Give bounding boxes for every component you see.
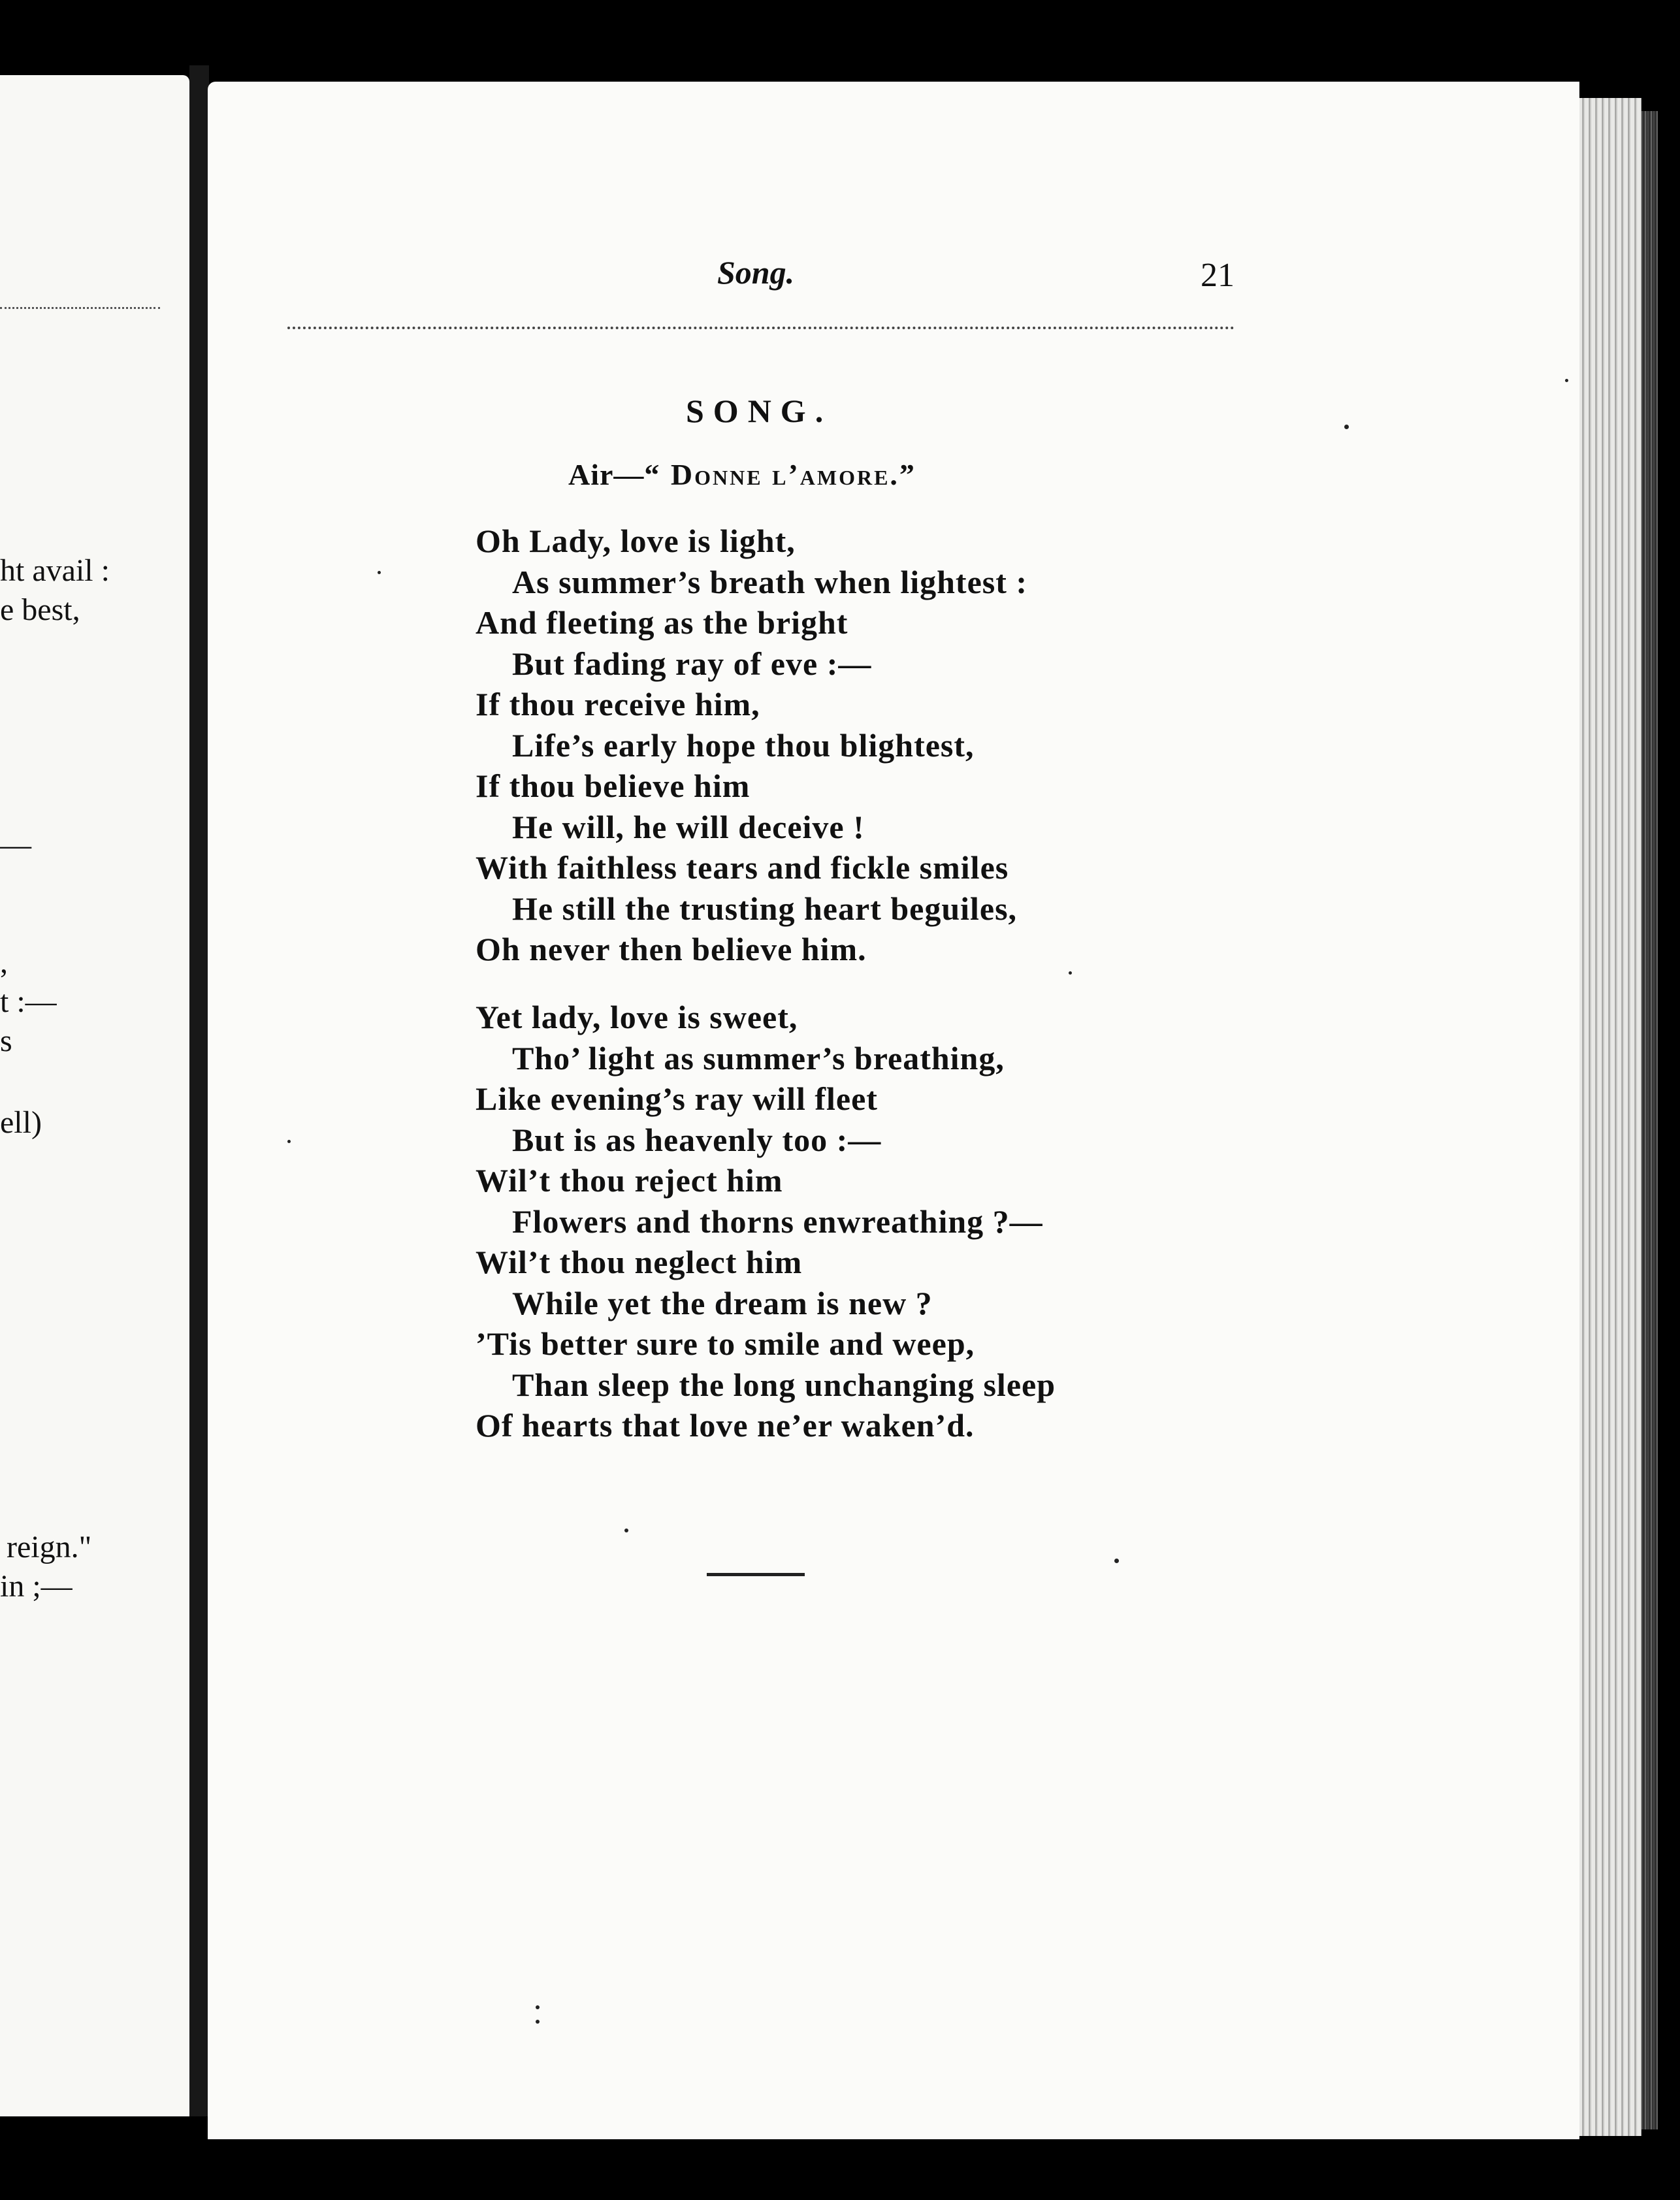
poem-title: SONG. <box>686 393 833 429</box>
poem-line: As summer’s breath when lightest : <box>512 563 1028 600</box>
stanza-2 <box>476 997 1056 1446</box>
header-rule <box>287 327 1235 329</box>
print-speck <box>1565 379 1568 382</box>
poem-line: Yet lady, love is sweet, <box>476 999 798 1035</box>
left-fragment: in ;— <box>0 1569 73 1604</box>
print-speck <box>624 1529 628 1532</box>
print-speck <box>1114 1559 1119 1563</box>
running-title: Song. <box>717 254 795 291</box>
poem-line: With faithless tears and fickle smiles <box>476 849 1009 886</box>
print-speck <box>1344 425 1349 429</box>
print-speck <box>1069 971 1072 975</box>
poem-line: Like evening’s ray will fleet <box>476 1080 878 1117</box>
left-fragment: ht avail : <box>0 553 110 588</box>
left-fragment: — <box>0 828 31 862</box>
poem-line: Than sleep the long unchanging sleep <box>512 1366 1056 1403</box>
left-page-rule <box>0 307 160 309</box>
print-speck <box>536 2005 540 2009</box>
left-fragment: e best, <box>0 592 80 627</box>
poem-line: Wil’t thou reject him <box>476 1162 783 1199</box>
poem-line: And fleeting as the bright <box>476 604 848 641</box>
print-speck <box>536 2020 540 2024</box>
poem-line: Wil’t thou neglect him <box>476 1244 803 1280</box>
poem-line: Tho’ light as summer’s breathing, <box>512 1039 1005 1076</box>
left-fragment: t :— <box>0 984 57 1019</box>
poem-line: Life’s early hope thou blightest, <box>512 726 975 764</box>
poem-line: Of hearts that love ne’er waken’d. <box>476 1407 975 1444</box>
poem-line: If thou receive him, <box>476 686 760 722</box>
poem-line: ’Tis better sure to smile and weep, <box>476 1325 975 1362</box>
print-speck <box>287 1140 291 1143</box>
end-rule <box>707 1573 805 1576</box>
poem-line: If thou believe him <box>476 768 751 804</box>
air-label: Air— <box>568 458 645 491</box>
poem-line: But fading ray of eve :— <box>512 645 872 682</box>
left-page <box>0 75 189 2116</box>
poem-line: He will, he will deceive ! <box>512 808 865 845</box>
page-edges <box>1579 98 1641 2136</box>
poem-line: While yet the dream is new ? <box>512 1284 933 1321</box>
poem-line: Flowers and thorns enwreathing ?— <box>512 1203 1043 1240</box>
poem-line: Oh Lady, love is light, <box>476 523 796 559</box>
poem-line: He still the trusting heart beguiles, <box>512 890 1018 927</box>
page-number: 21 <box>1201 257 1235 294</box>
left-fragment: s <box>0 1024 12 1058</box>
poem-line: But is as heavenly too :— <box>512 1121 882 1158</box>
print-speck <box>378 571 381 574</box>
stanza-1 <box>476 521 1027 970</box>
book-gutter <box>189 65 209 2116</box>
poem-air <box>568 457 916 492</box>
poem-line: Oh never then believe him. <box>476 931 867 967</box>
air-name: “ Donne l’amore.” <box>644 458 916 491</box>
left-fragment: ell) <box>0 1105 42 1140</box>
page-edges-shadow <box>1641 111 1658 2129</box>
left-fragment: , <box>0 945 8 980</box>
left-fragment: reign." <box>7 1530 92 1564</box>
